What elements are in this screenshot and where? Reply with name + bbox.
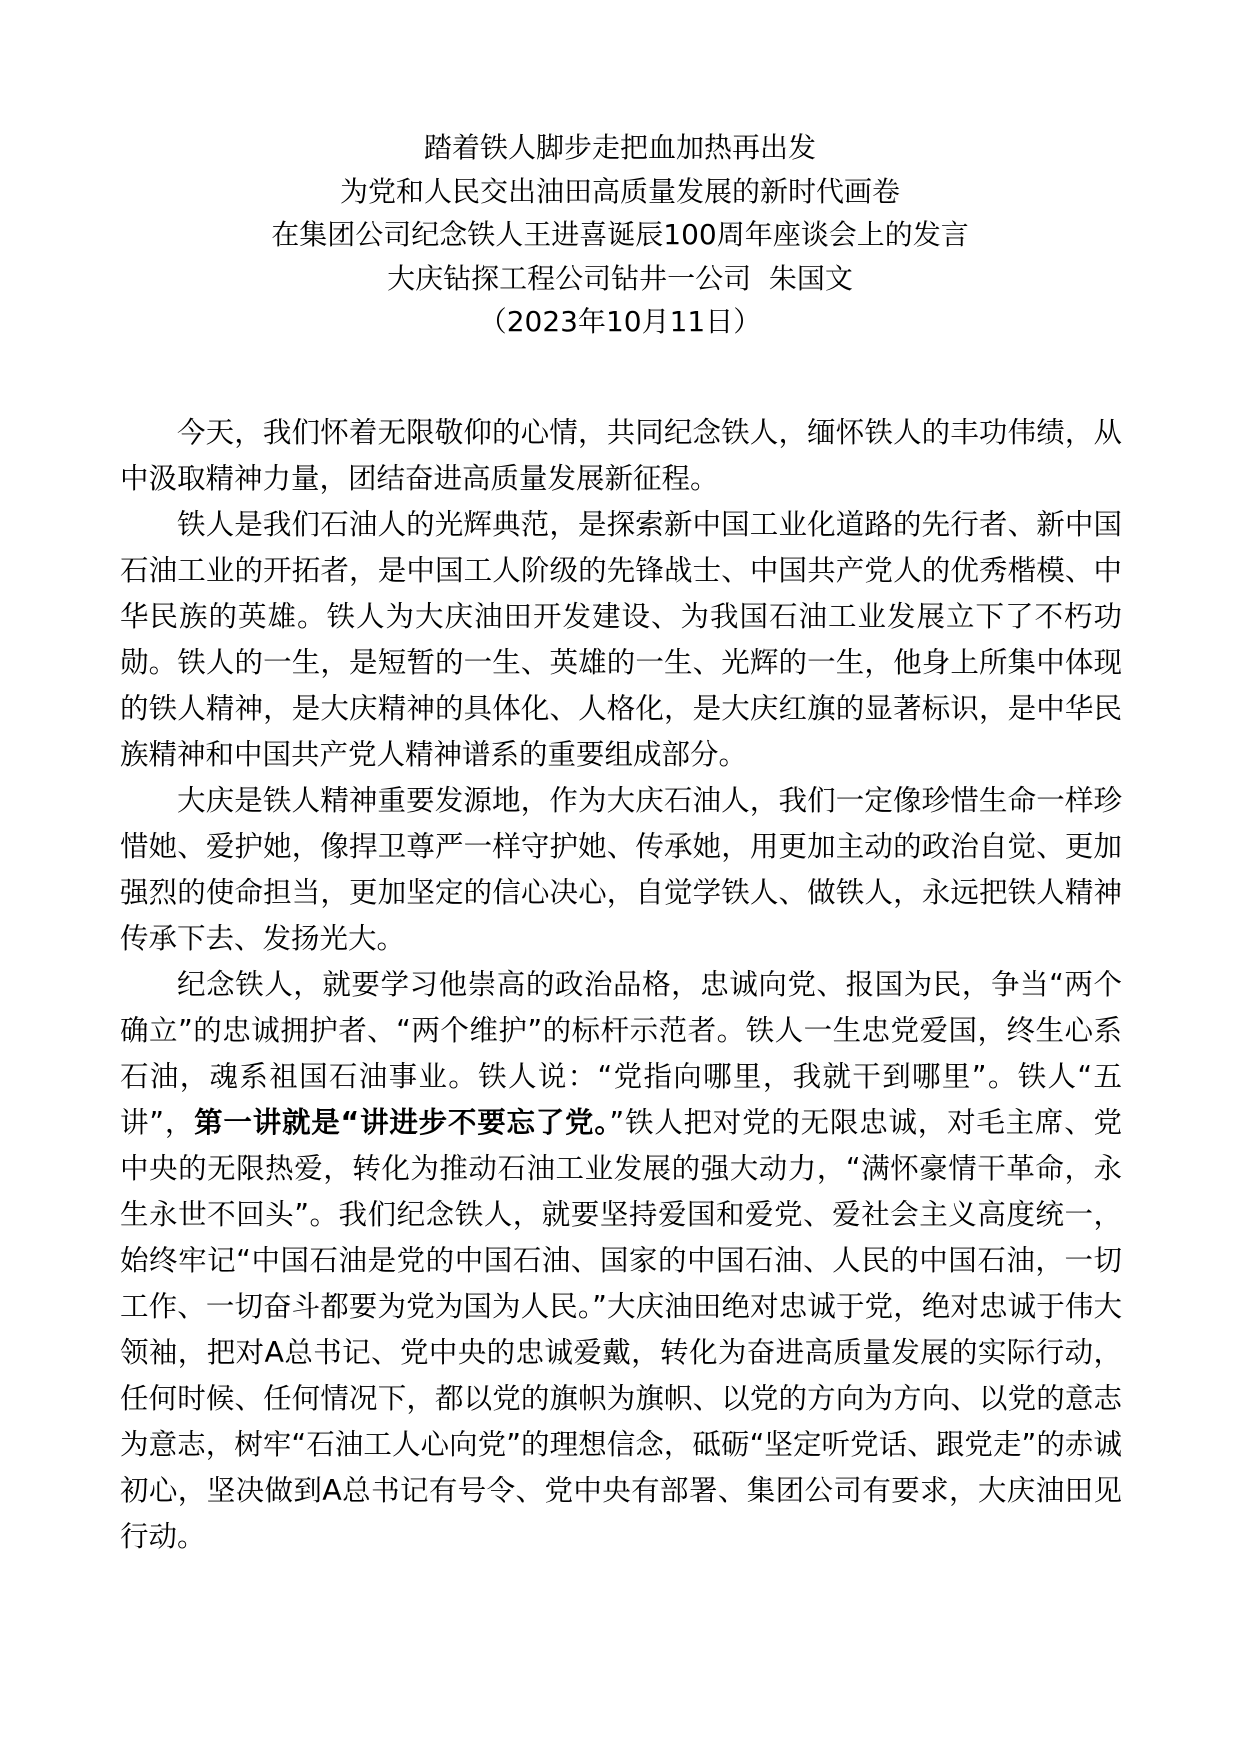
date-line: （2023年10月11日） (478, 305, 762, 338)
paragraph-4-bold-quote: 第一讲就是“讲进步不要忘了党。 (194, 1106, 610, 1139)
paragraph-3: 大庆是铁人精神重要发源地，作为大庆石油人，我们一定像珍惜生命一样珍惜她、爱护她，像捍卫尊严一样守护她、传承她，用更加主动的政治自觉、更加强烈的使命担当，更加坚定的信心决心，自觉学铁人、做铁人，永远把铁人精神传承下去、发扬光大。 (120, 784, 1122, 955)
document-title-block (120, 126, 1120, 344)
main-title: 踏着铁人脚步走把血加热再出发 (423, 131, 816, 164)
paragraph-4-part-2: ”铁人把对党的无限忠诚，对毛主席、党中央的无限热爱，转化为推动石油工业发展的强大动力，“满怀豪情干革命，永生永世不回头”。我们纪念铁人，就要坚持爱国和爱党、爱社会主义高度统一，始终牢记“中国石油是党的中国石油、国家的中国石油、人民的中国石油，一切工作、一切奋斗都要为党为国为人民。”大庆油田绝对忠诚于党，绝对忠诚于伟大领袖，把对A总书记、党中央的忠诚爱戴，转化为奋进高质量发展的实际行动，任何时候、任何情况下，都以党的旗帜为旗帜、以党的方向为方向、以党的意志为意志，树牢“石油工人心向党”的理想信念，砥砺“坚定听党话、跟党走”的赤诚初心，坚决做到A总书记有号令、党中央有部署、集团公司有要求，大庆油田见行动。 (120, 1106, 1122, 1553)
author-line: 大庆钻探工程公司钻井一公司 朱国文 (387, 261, 853, 295)
paragraph-1: 今天，我们怀着无限敬仰的心情，共同纪念铁人，缅怀铁人的丰功伟绩，从中汲取精神力量，团结奋进高质量发展新征程。 (120, 416, 1122, 495)
paragraph-4-part-1: 纪念铁人，就要学习他崇高的政治品格，忠诚向党、报国为民，争当“两个确立”的忠诚拥护者、“两个维护”的标杆示范者。铁人一生忠党爱国，终生心系石油，魂系祖国石油事业。铁人说：“党指向哪里，我就干到哪里”。铁人“五讲”， (120, 968, 1122, 1139)
document-body (120, 410, 1122, 1560)
paragraph-2: 铁人是我们石油人的光辉典范，是探索新中国工业化道路的先行者、新中国石油工业的开拓者，是中国工人阶级的先锋战士、中国共产党人的优秀楷模、中华民族的英雄。铁人为大庆油田开发建设、为我国石油工业发展立下了不朽功勋。铁人的一生，是短暂的一生、英雄的一生、光辉的一生，他身上所集中体现的铁人精神，是大庆精神的具体化、人格化，是大庆红旗的显著标识，是中华民族精神和中国共产党人精神谱系的重要组成部分。 (120, 508, 1122, 771)
occasion-line: 在集团公司纪念铁人王进喜诞辰100周年座谈会上的发言 (271, 218, 969, 251)
subtitle: 为党和人民交出油田高质量发展的新时代画卷 (339, 174, 900, 208)
paragraph-4 (120, 962, 1122, 1560)
